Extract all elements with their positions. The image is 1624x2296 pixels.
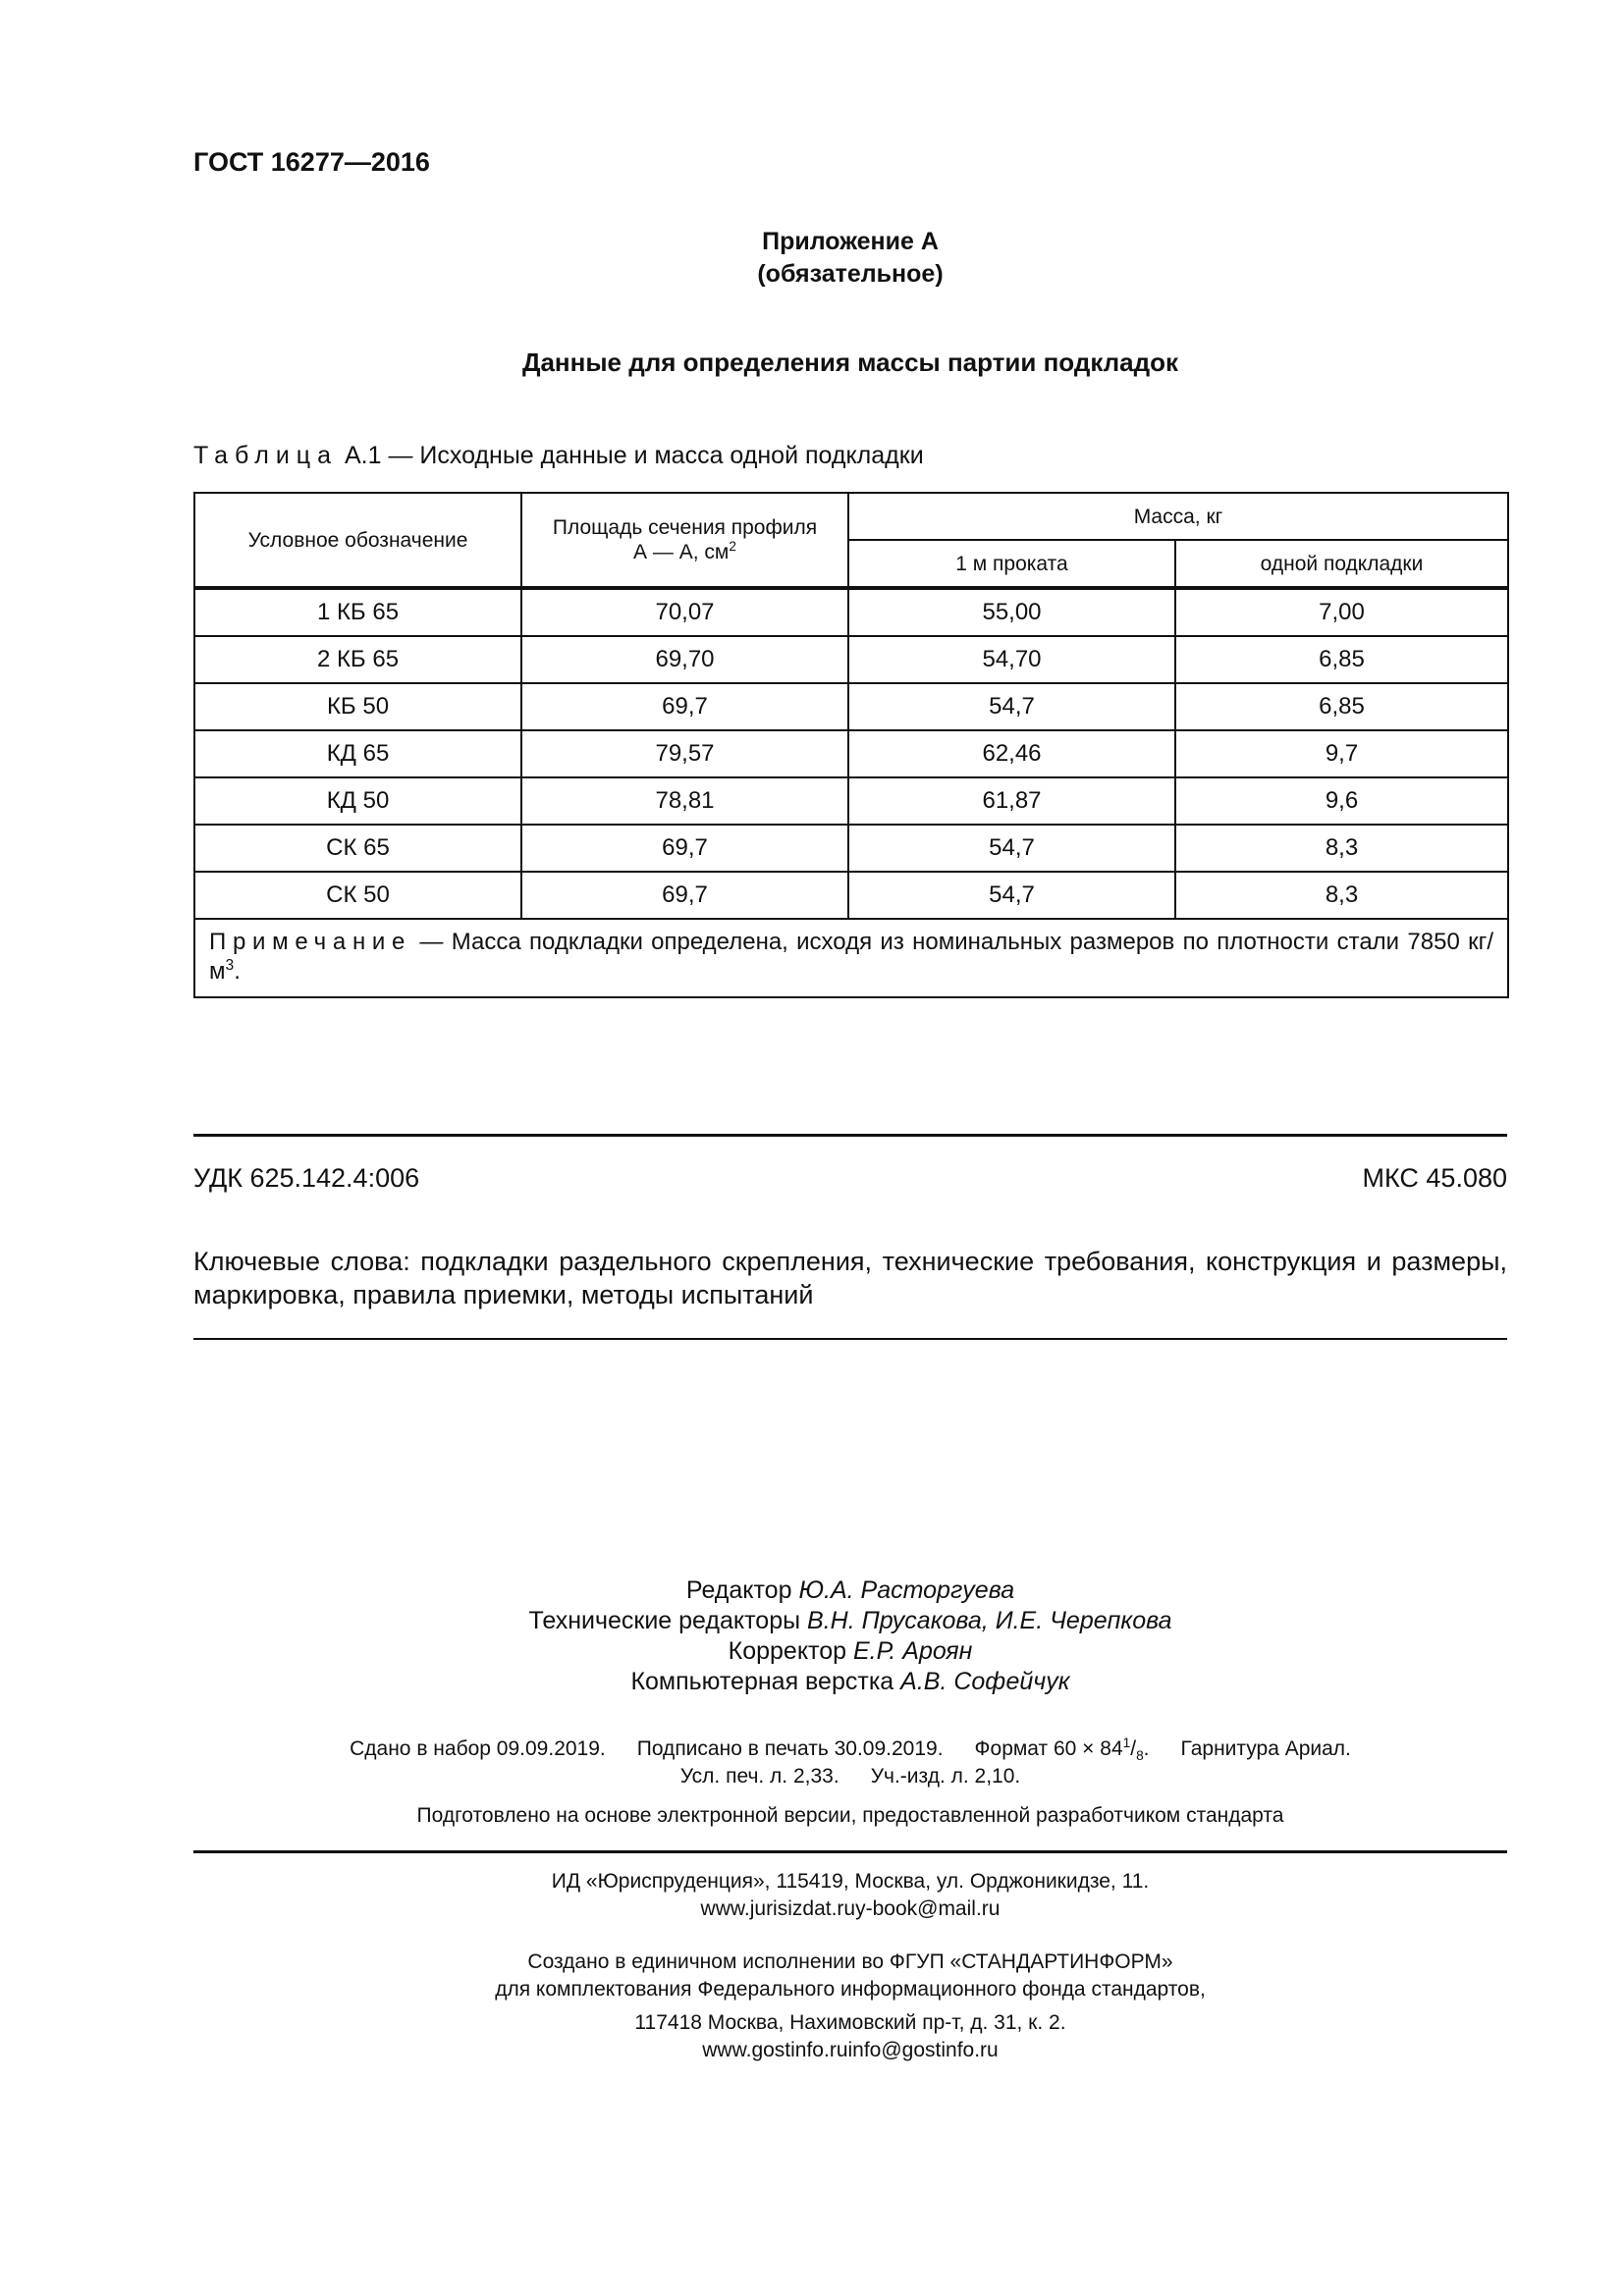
publisher-contacts <box>193 1896 1507 1923</box>
note-end: . <box>234 958 241 985</box>
cell-mass-meter: 62,46 <box>848 730 1175 777</box>
credit-editor <box>193 1575 1507 1606</box>
pub-sheets: Уч.-изд. л. 2,10. <box>870 1765 1021 1788</box>
keywords: Ключевые слова: подкладки раздельного скрепления, технические требования, конструкция и размеры, маркировка, правила приемки, методы испытаний <box>193 1247 1507 1309</box>
cell-mass-plate: 6,85 <box>1175 636 1508 683</box>
cell-mass-meter: 54,7 <box>848 825 1175 872</box>
table-caption-text: А.1 — Исходные данные и масса одной подкладки <box>338 442 924 469</box>
cell-area: 69,70 <box>521 636 848 683</box>
divider-keywords <box>193 1338 1507 1340</box>
header-per-meter: 1 м проката <box>848 540 1175 588</box>
section-title: Данные для определения массы партии подкладок <box>521 347 1179 377</box>
header-area-line1: Площадь сечения профиля <box>552 516 818 539</box>
layout-name: А.В. Софейчук <box>900 1668 1070 1695</box>
cell-mass-plate: 8,3 <box>1175 825 1508 872</box>
cell-area: 69,7 <box>521 872 848 919</box>
divider-bottom <box>193 1850 1507 1853</box>
publisher-address: ИД «Юриспруденция», 115419, Москва, ул. Орджоникидзе, 11. <box>551 1870 1150 1893</box>
table-note-row <box>194 919 1508 997</box>
credit-tech-editors <box>193 1606 1507 1636</box>
cell-mass-meter: 55,00 <box>848 588 1175 636</box>
print-sheets: Усл. печ. л. 2,33. <box>679 1765 839 1788</box>
tech-editors-label: Технические редакторы <box>528 1607 808 1634</box>
note-sup: 3 <box>225 957 235 974</box>
cell-mass-plate: 9,6 <box>1175 777 1508 825</box>
typeset-date: Сдано в набор 09.09.2019. <box>350 1737 606 1760</box>
credits-block <box>193 1575 1507 1697</box>
layout-label: Компьютерная верстка <box>630 1668 901 1695</box>
created-line1: Создано в единичном исполнении во ФГУП «СТАНДАРТИНФОРМ» <box>527 1950 1173 1973</box>
publisher-email: y-book@mail.ru <box>855 1897 1001 1920</box>
cell-mass-plate: 6,85 <box>1175 683 1508 730</box>
header-designation: Условное обозначение <box>194 493 521 588</box>
format-denominator: 8 <box>1136 1748 1144 1764</box>
editor-name: Ю.А. Расторгуева <box>798 1576 1015 1604</box>
mass-table <box>193 492 1509 998</box>
created-contacts <box>193 2037 1507 2064</box>
imprint <box>193 1735 1507 1790</box>
format-text: Формат 60 × 84 <box>974 1737 1123 1760</box>
table-row <box>194 825 1508 872</box>
udk-code: УДК 625.142.4:006 <box>193 1163 420 1193</box>
table-row <box>194 872 1508 919</box>
mks-code: МКС 45.080 <box>1362 1163 1507 1193</box>
cell-mass-plate: 9,7 <box>1175 730 1508 777</box>
format-separator: / <box>1130 1737 1137 1760</box>
cell-designation: 2 КБ 65 <box>194 636 521 683</box>
created-email: info@gostinfo.ru <box>847 2039 999 2061</box>
typeface: Гарнитура Ариал. <box>1180 1737 1351 1760</box>
cell-designation: КБ 50 <box>194 683 521 730</box>
format-end: . <box>1143 1737 1150 1760</box>
cell-designation: СК 50 <box>194 872 521 919</box>
header-area <box>521 493 848 588</box>
note-label: Примечание <box>209 929 412 955</box>
table-note <box>194 919 1508 997</box>
created-line2: для комплектования Федерального информационного фонда стандартов, <box>495 1978 1206 2001</box>
table-row <box>194 730 1508 777</box>
divider-top <box>193 1134 1507 1137</box>
cell-mass-plate: 7,00 <box>1175 588 1508 636</box>
created-line3: 117418 Москва, Нахимовский пр-т, д. 31, к. 2. <box>634 2011 1066 2034</box>
cell-designation: СК 65 <box>194 825 521 872</box>
cell-mass-plate: 8,3 <box>1175 872 1508 919</box>
cell-mass-meter: 54,70 <box>848 636 1175 683</box>
cell-designation: 1 КБ 65 <box>194 588 521 636</box>
prepared-note: Подготовлено на основе электронной версии, предоставленной разработчиком стандарта <box>416 1804 1284 1827</box>
cell-designation: КД 65 <box>194 730 521 777</box>
table-row <box>194 683 1508 730</box>
table-row <box>194 777 1508 825</box>
imprint-line1 <box>193 1735 1507 1763</box>
publisher-info <box>193 1868 1507 1923</box>
header-area-line2: А — А, см <box>633 541 730 563</box>
created-info <box>193 1949 1507 2064</box>
cell-area: 70,07 <box>521 588 848 636</box>
credit-layout <box>193 1667 1507 1697</box>
cell-mass-meter: 54,7 <box>848 683 1175 730</box>
created-site: www.gostinfo.ru <box>702 2039 848 2061</box>
cell-mass-meter: 54,7 <box>848 872 1175 919</box>
format-numerator: 1 <box>1122 1735 1131 1750</box>
table-row <box>194 636 1508 683</box>
appendix-heading <box>193 226 1507 291</box>
cell-area: 69,7 <box>521 683 848 730</box>
cell-area: 79,57 <box>521 730 848 777</box>
appendix-title: Приложение А <box>762 228 939 255</box>
table-caption-prefix: Таблица <box>193 442 339 469</box>
cell-mass-meter: 61,87 <box>848 777 1175 825</box>
publisher-site: www.jurisizdat.ru <box>700 1897 856 1920</box>
appendix-status: (обязательное) <box>757 260 944 288</box>
cell-designation: КД 50 <box>194 777 521 825</box>
note-text: — Масса подкладки определена, исходя из номинальных размеров по плотности стали 7850 кг/м <box>209 929 1494 985</box>
cell-area: 78,81 <box>521 777 848 825</box>
editor-label: Редактор <box>685 1576 799 1604</box>
cell-area: 69,7 <box>521 825 848 872</box>
table-caption <box>193 442 924 470</box>
corrector-label: Корректор <box>728 1637 853 1665</box>
header-per-plate: одной подкладки <box>1175 540 1508 588</box>
tech-editors-names: В.Н. Прусакова, И.Е. Черепкова <box>807 1607 1172 1634</box>
imprint-line2 <box>193 1763 1507 1790</box>
header-mass: Масса, кг <box>848 493 1508 540</box>
header-area-sup: 2 <box>729 539 736 554</box>
corrector-name: Е.Р. Ароян <box>852 1637 973 1665</box>
standard-number: ГОСТ 16277—2016 <box>193 147 430 177</box>
signed-date: Подписано в печать 30.09.2019. <box>636 1737 944 1760</box>
credit-corrector <box>193 1636 1507 1667</box>
table-row <box>194 588 1508 636</box>
